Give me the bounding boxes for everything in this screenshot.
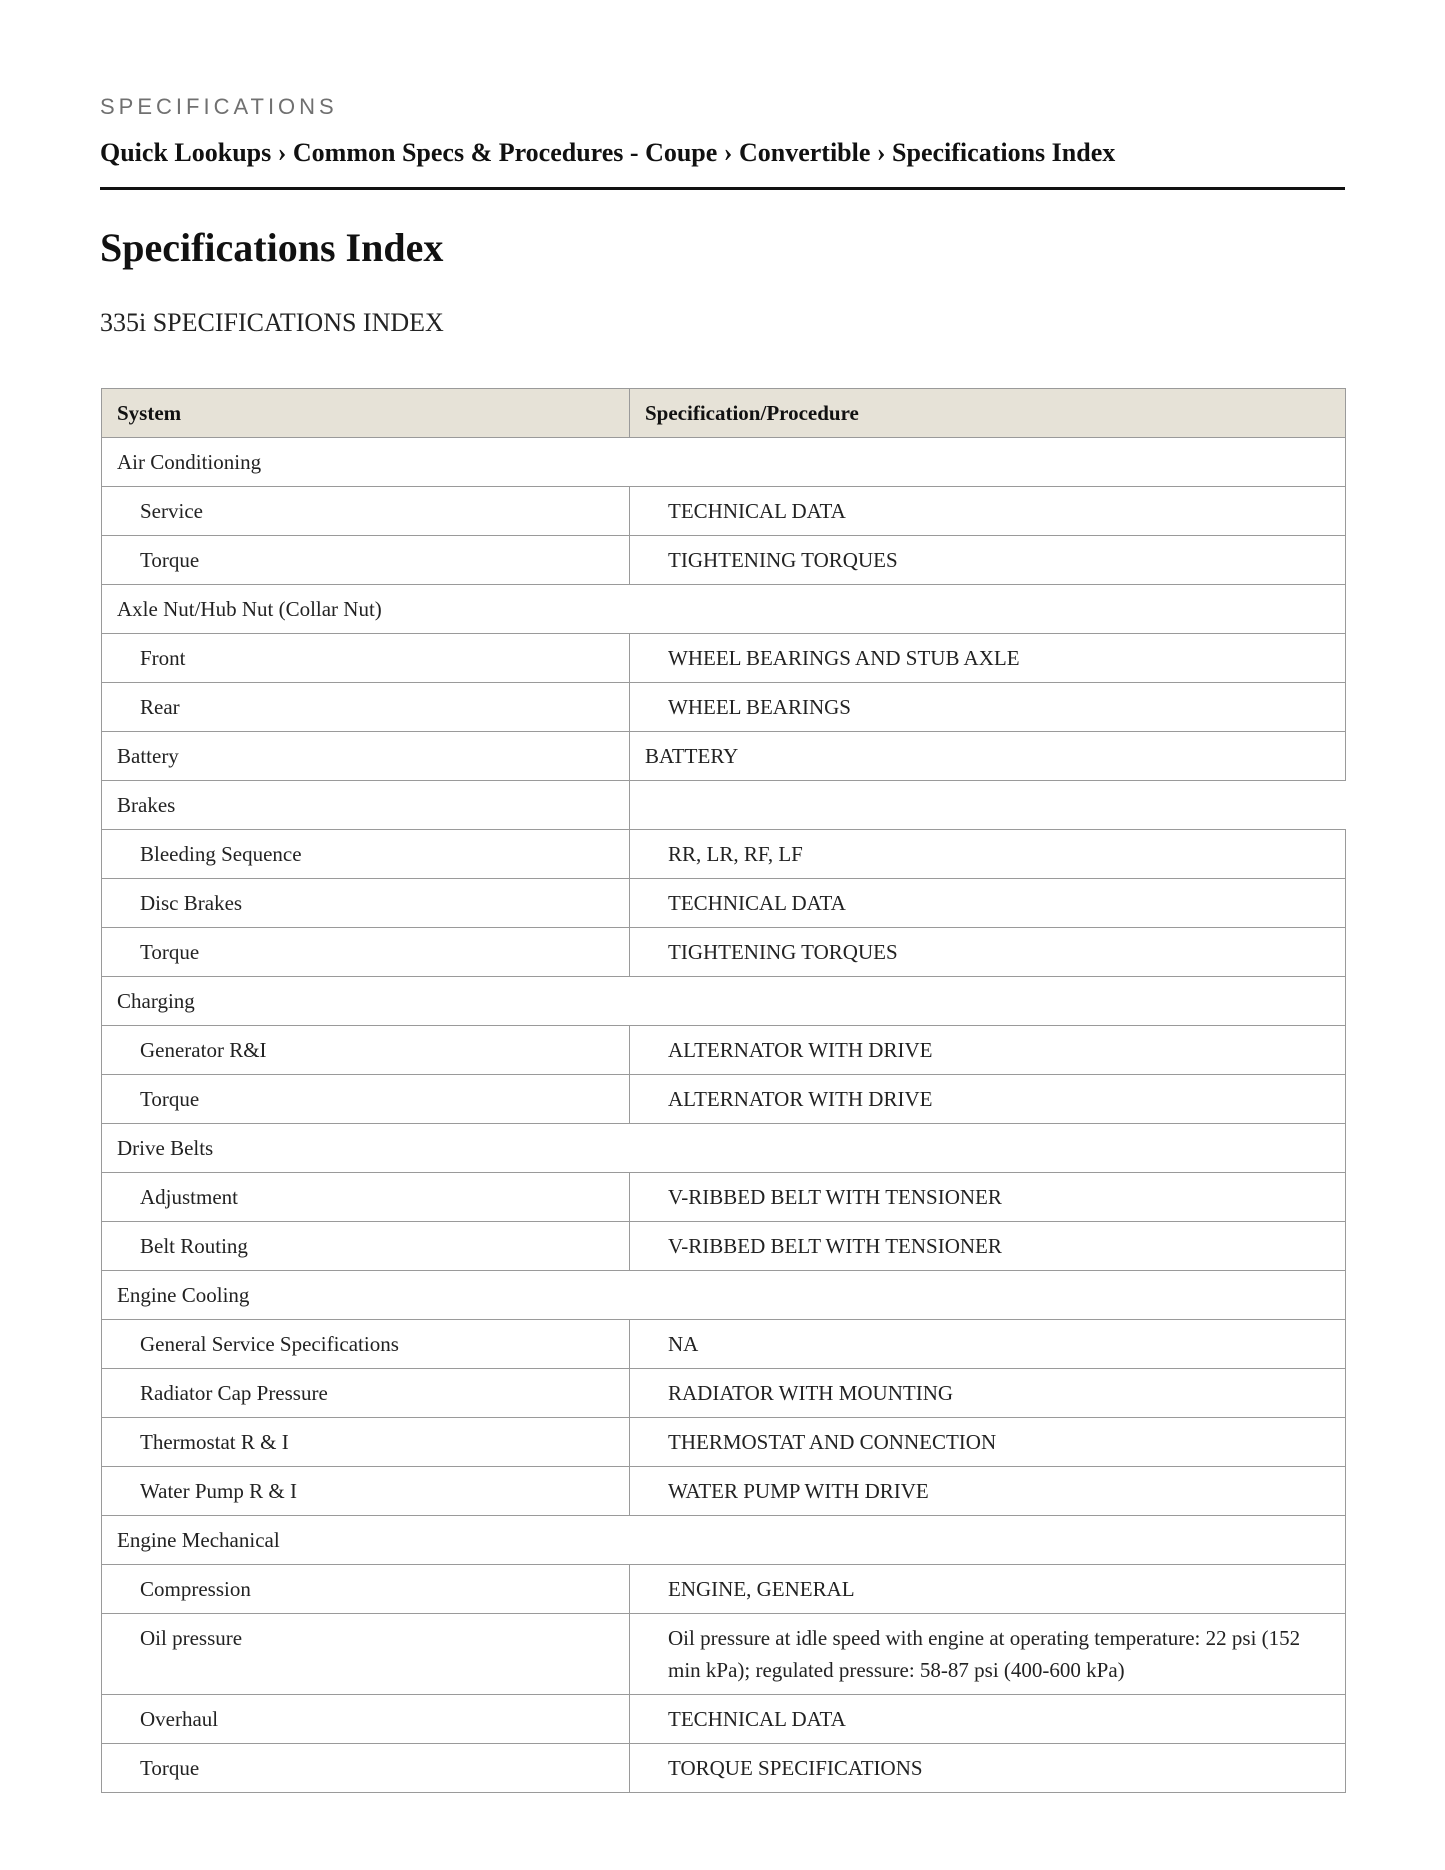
table-group-row bbox=[102, 977, 1346, 1026]
specification-cell: TECHNICAL DATA bbox=[630, 879, 1346, 928]
table-row bbox=[102, 928, 1346, 977]
table-row bbox=[102, 1320, 1346, 1369]
column-header-system: System bbox=[102, 389, 630, 438]
system-cell: Belt Routing bbox=[102, 1222, 630, 1271]
table-group-row bbox=[102, 1516, 1346, 1565]
system-cell: Disc Brakes bbox=[102, 879, 630, 928]
table-group-row bbox=[102, 1271, 1346, 1320]
page-subtitle: 335i SPECIFICATIONS INDEX bbox=[100, 308, 444, 337]
specification-cell: ALTERNATOR WITH DRIVE bbox=[630, 1026, 1346, 1075]
breadcrumb: Quick Lookups › Common Specs & Procedures - Coupe › Convertible › Specifications Index bbox=[100, 138, 1116, 167]
system-cell: General Service Specifications bbox=[102, 1320, 630, 1369]
specification-cell: THERMOSTAT AND CONNECTION bbox=[630, 1418, 1346, 1467]
table-row bbox=[102, 1695, 1346, 1744]
specifications-table bbox=[101, 388, 1346, 1793]
system-cell: Bleeding Sequence bbox=[102, 830, 630, 879]
system-cell: Front bbox=[102, 634, 630, 683]
specification-cell bbox=[630, 781, 1346, 830]
page-title: Specifications Index bbox=[100, 225, 444, 270]
table-row bbox=[102, 1614, 1346, 1695]
table-row bbox=[102, 1418, 1346, 1467]
specification-cell: BATTERY bbox=[630, 732, 1346, 781]
table-group-row bbox=[102, 438, 1346, 487]
system-group-cell: Axle Nut/Hub Nut (Collar Nut) bbox=[102, 585, 1346, 634]
table-row bbox=[102, 732, 1346, 781]
table-row bbox=[102, 536, 1346, 585]
system-cell: Service bbox=[102, 487, 630, 536]
system-cell: Battery bbox=[102, 732, 630, 781]
system-cell: Compression bbox=[102, 1565, 630, 1614]
table-row bbox=[102, 1565, 1346, 1614]
system-cell: Water Pump R & I bbox=[102, 1467, 630, 1516]
table-group-row bbox=[102, 1124, 1346, 1173]
specification-cell: V-RIBBED BELT WITH TENSIONER bbox=[630, 1173, 1346, 1222]
system-cell: Overhaul bbox=[102, 1695, 630, 1744]
table-row bbox=[102, 830, 1346, 879]
specification-cell: TIGHTENING TORQUES bbox=[630, 536, 1346, 585]
table-row bbox=[102, 487, 1346, 536]
specification-cell: TECHNICAL DATA bbox=[630, 487, 1346, 536]
table-row bbox=[102, 1222, 1346, 1271]
table-body bbox=[102, 438, 1346, 1793]
specification-cell: RADIATOR WITH MOUNTING bbox=[630, 1369, 1346, 1418]
system-cell: Oil pressure bbox=[102, 1614, 630, 1695]
system-cell: Torque bbox=[102, 1075, 630, 1124]
specification-cell: Oil pressure at idle speed with engine at operating temperature: 22 psi (152 min kPa); regulated pressure: 58-87 psi (400-600 kPa) bbox=[630, 1614, 1346, 1695]
table-row bbox=[102, 879, 1346, 928]
table-row bbox=[102, 1173, 1346, 1222]
system-cell: Radiator Cap Pressure bbox=[102, 1369, 630, 1418]
table-row bbox=[102, 683, 1346, 732]
specification-cell: WHEEL BEARINGS AND STUB AXLE bbox=[630, 634, 1346, 683]
system-cell: Torque bbox=[102, 1744, 630, 1793]
specification-cell: RR, LR, RF, LF bbox=[630, 830, 1346, 879]
system-cell: Torque bbox=[102, 928, 630, 977]
system-cell: Thermostat R & I bbox=[102, 1418, 630, 1467]
specification-cell: NA bbox=[630, 1320, 1346, 1369]
table-group-row bbox=[102, 585, 1346, 634]
header-divider bbox=[100, 187, 1345, 190]
specification-cell: TECHNICAL DATA bbox=[630, 1695, 1346, 1744]
specification-cell: TORQUE SPECIFICATIONS bbox=[630, 1744, 1346, 1793]
specification-cell: TIGHTENING TORQUES bbox=[630, 928, 1346, 977]
table-group-row bbox=[102, 781, 1346, 830]
system-cell: Adjustment bbox=[102, 1173, 630, 1222]
table-row bbox=[102, 1026, 1346, 1075]
system-cell: Generator R&I bbox=[102, 1026, 630, 1075]
system-group-cell: Engine Mechanical bbox=[102, 1516, 1346, 1565]
system-group-cell: Engine Cooling bbox=[102, 1271, 1346, 1320]
system-cell: Brakes bbox=[102, 781, 630, 830]
column-header-specification: Specification/Procedure bbox=[630, 389, 1346, 438]
system-group-cell: Drive Belts bbox=[102, 1124, 1346, 1173]
table-row bbox=[102, 1467, 1346, 1516]
table-row bbox=[102, 1075, 1346, 1124]
table-header-row bbox=[102, 389, 1346, 438]
system-group-cell: Charging bbox=[102, 977, 1346, 1026]
table-row bbox=[102, 1744, 1346, 1793]
section-eyebrow: SPECIFICATIONS bbox=[100, 94, 338, 119]
table-row bbox=[102, 1369, 1346, 1418]
specification-cell: WHEEL BEARINGS bbox=[630, 683, 1346, 732]
system-cell: Torque bbox=[102, 536, 630, 585]
specification-cell: ENGINE, GENERAL bbox=[630, 1565, 1346, 1614]
table-row bbox=[102, 634, 1346, 683]
specification-cell: V-RIBBED BELT WITH TENSIONER bbox=[630, 1222, 1346, 1271]
specification-cell: ALTERNATOR WITH DRIVE bbox=[630, 1075, 1346, 1124]
specification-cell: WATER PUMP WITH DRIVE bbox=[630, 1467, 1346, 1516]
system-group-cell: Air Conditioning bbox=[102, 438, 1346, 487]
system-cell: Rear bbox=[102, 683, 630, 732]
